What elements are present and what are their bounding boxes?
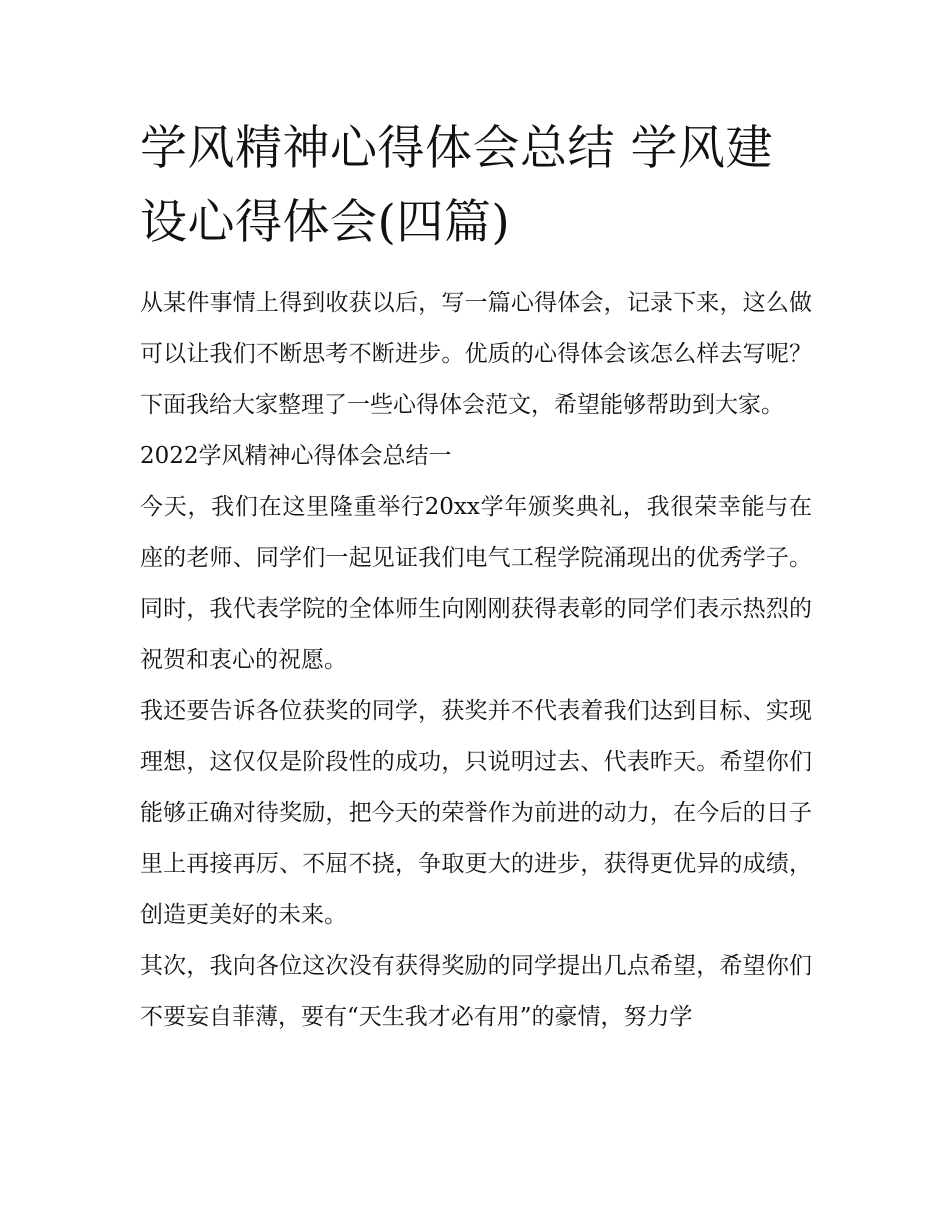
body-paragraph: 其次，我向各位这次没有获得奖励的同学提出几点希望，希望你们不要妄自菲薄，要有“天生我才必有用”的豪情，努力学: [140, 953, 812, 1030]
section-heading: 2022学风精神心得体会总结一: [140, 443, 452, 469]
body-paragraph: 今天，我们在这里隆重举行20xx学年颁奖典礼，我很荣幸能与在座的老师、同学们一起见证我们电气工程学院涌现出的优秀学子。同时，我代表学院的全体师生向刚刚获得表彰的同学们表示热烈的祝贺和衷心的祝愿。: [140, 494, 812, 673]
document-page: [140, 112, 812, 1043]
document-title: 学风精神心得体会总结 学风建设心得体会(四篇): [140, 121, 773, 250]
intro-paragraph: 从某件事情上得到收获以后，写一篇心得体会，记录下来，这么做可以让我们不断思考不断进步。优质的心得体会该怎么样去写呢？下面我给大家整理了一些心得体会范文，希望能够帮助到大家。: [140, 290, 812, 418]
document-body: [140, 278, 812, 1043]
body-paragraph: 我还要告诉各位获奖的同学，获奖并不代表着我们达到目标、实现理想，这仅仅是阶段性的成功，只说明过去、代表昨天。希望你们能够正确对待奖励，把今天的荣誉作为前进的动力，在今后的日子里上再接再厉、不屈不挠，争取更大的进步，获得更优异的成绩，创造更美好的未来。: [140, 698, 812, 928]
